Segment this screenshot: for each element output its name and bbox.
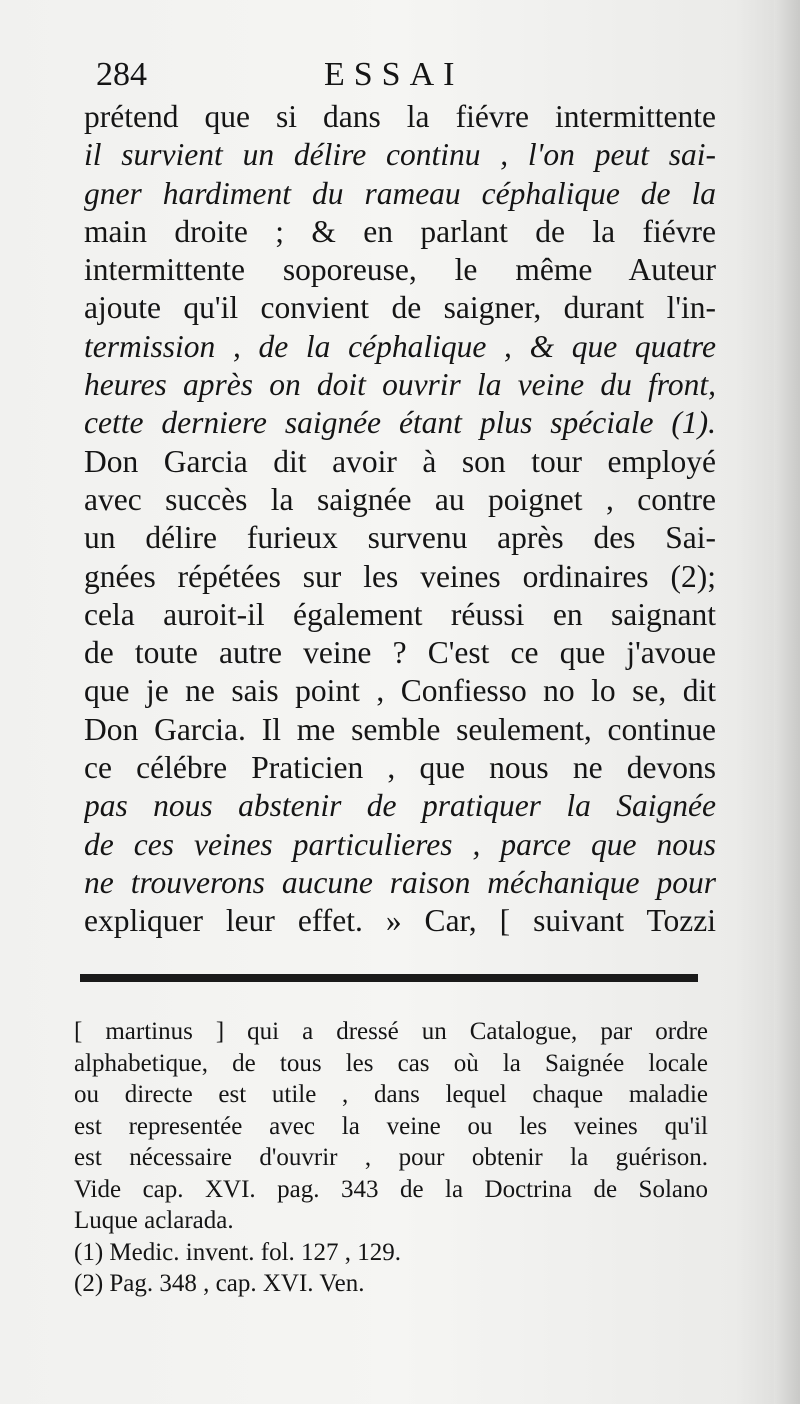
- body-line: main droite ; & en parlant de la fiévre: [84, 213, 716, 249]
- body-line: gner hardiment du rameau céphalique de la: [84, 175, 716, 211]
- body-line: termission , de la céphalique , & que quatre: [84, 328, 716, 364]
- body-line: Don Garcia dit avoir à son tour employé: [84, 443, 716, 479]
- body-line: un délire furieux survenu après des Sai-: [84, 520, 716, 556]
- footnote-line: [ martinus ] qui a dressé un Catalogue, par ordre: [74, 1018, 708, 1045]
- body-line: heures après on doit ouvrir la veine du front,: [84, 367, 716, 403]
- footnote-line: est nécessaire d'ouvrir , pour obtenir la guérison.: [74, 1144, 708, 1171]
- footnote-line: Luque aclarada.: [74, 1207, 234, 1234]
- body-line: cette derniere saignée étant plus spéciale (1).: [84, 405, 716, 441]
- footnote-line: alphabetique, de tous les cas où la Saignée locale: [74, 1049, 708, 1077]
- body-line: ajoute qu'il convient de saigner, durant l'in-: [84, 290, 716, 326]
- body-line: gnées répétées sur les veines ordinaires (2);: [84, 558, 716, 594]
- body-line: que je ne sais point , Confiesso no lo se, dit: [84, 673, 716, 709]
- page-number: 284: [96, 56, 147, 93]
- footnote-line: est representée avec la veine ou les veines qu'il: [74, 1112, 708, 1140]
- body-line: prétend que si dans la fiévre intermittente: [84, 99, 716, 134]
- body-line: de ces veines particulieres , parce que nous: [84, 826, 716, 862]
- footnote-separator-rule: [80, 974, 698, 982]
- page-header: [96, 52, 716, 102]
- page-gutter: [774, 0, 800, 1404]
- body-line: pas nous abstenir de pratiquer la Saignée: [84, 788, 716, 824]
- body-line: cela auroit-il également réussi en saignant: [84, 596, 716, 632]
- body-text: [84, 98, 716, 941]
- footnote-ref-1: (1) Medic. invent. fol. 127 , 129.: [74, 1238, 402, 1266]
- body-line: ce célébre Praticien , que nous ne devons: [84, 750, 716, 786]
- footnote-line: ou directe est utile , dans lequel chaque maladie: [74, 1081, 708, 1108]
- body-line: expliquer leur effet. » Car, [ suivant Tozzi: [84, 903, 716, 939]
- footnote-line: Vide cap. XVI. pag. 343 de la Doctrina de Solano: [74, 1175, 708, 1203]
- body-line: Don Garcia. Il me semble seulement, continue: [84, 711, 716, 747]
- footnotes: [74, 1016, 708, 1300]
- body-line: ne trouverons aucune raison méchanique pour: [84, 864, 716, 900]
- running-title: ESSAI: [324, 56, 464, 93]
- footnote-ref-2: (2) Pag. 348 , cap. XVI. Ven.: [74, 1270, 365, 1297]
- body-line: intermittente soporeuse, le même Auteur: [84, 252, 716, 288]
- body-line: il survient un délire continu , l'on peut sai-: [84, 137, 716, 173]
- body-line: de toute autre veine ? C'est ce que j'avoue: [84, 635, 716, 671]
- body-line: avec succès la saignée au poignet , contre: [84, 481, 716, 517]
